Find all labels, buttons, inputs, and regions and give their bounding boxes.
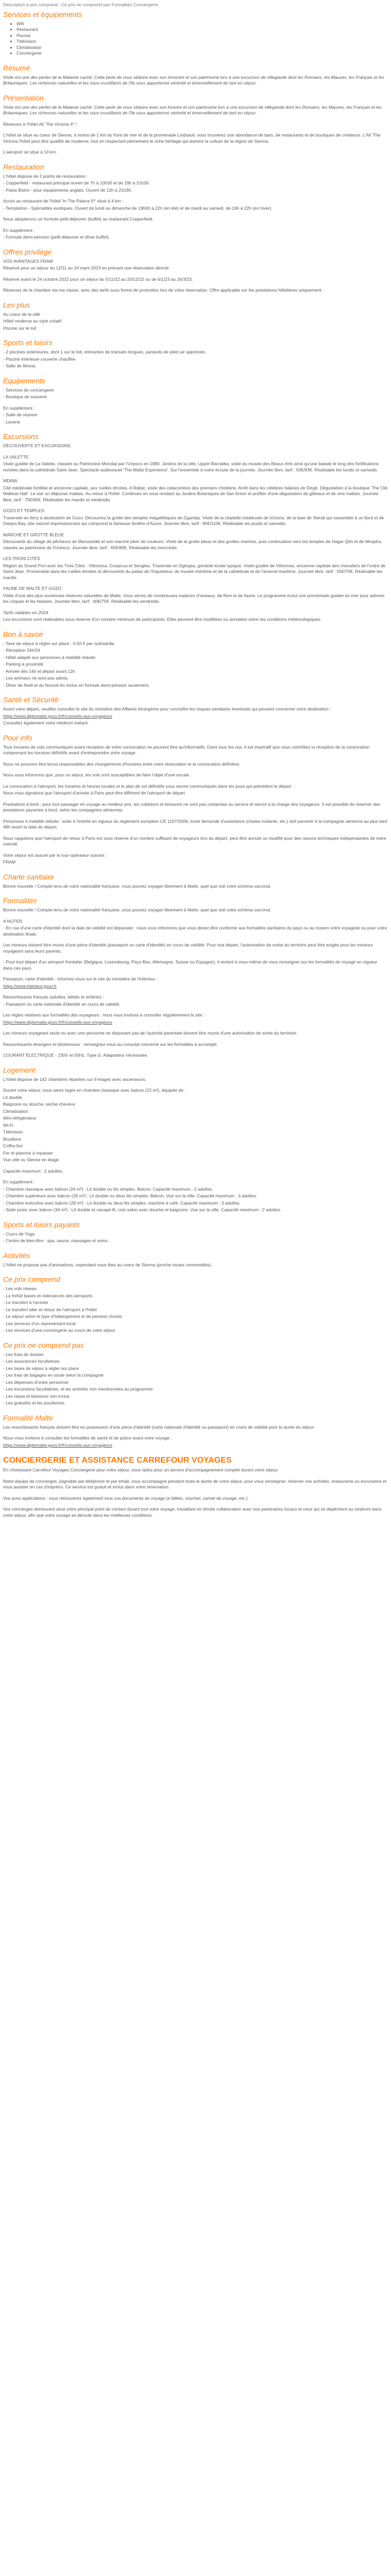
restauration-text: - Copperfield - restaurant principal ouvert de 7h à 10h30 et de 19h à 21h30. (3, 180, 150, 185)
bonasavoir-item: - Parking à proximité (3, 662, 43, 667)
conciergerie-text: Vos concierges demeurent ainsi votre principal point de contact durant tout votre voyage, travaillant en étroite collaboration avec nos partenaires locaux et ceux qui se dépêchent ou rendront dans votre séjour, afin que votre voyage se déroule dans les meilleures conditions. (3, 1506, 382, 1518)
restauration-text: - Pasta Bistrò - pour équipements anglais. Ouvert de 12h à 21h30. (3, 187, 132, 193)
lesplus-item: Piscine sur le toit (3, 325, 37, 331)
prix-comprend-section (3, 1275, 388, 1334)
prix-ne-comprend-item: - Les excursions facultatives, et les activités non mentionnées au programme (3, 1386, 153, 1392)
diplomatie-link[interactable]: https://www.diplomatie.gouv.fr/fr/conseils-aux-voyageurs (3, 1019, 112, 1025)
prix-comprend-title: Ce prix comprend (3, 1275, 60, 1283)
presentation-section (3, 94, 388, 156)
charte-text: Ressortissants français (adultes, bébés et enfants) : (3, 994, 104, 999)
restauration-text: En supplément : (3, 227, 35, 233)
lesplus-section (3, 301, 388, 332)
offres-text: Réservé pour un séjour du 12/11 au 24 mars 2023 en prenant une réservation directe. (3, 265, 170, 270)
info-text: FRAM (3, 859, 16, 865)
bonasavoir-section (3, 630, 388, 689)
info-text: Nous rappelons que l'aéroport de retour à Paris est sous réserve d'un nombre suffisant de voyageurs lors du départ, peut être annulé ou modifié pour des raisons techniques indépendantes de notre volonté. (3, 835, 386, 846)
bonasavoir-item: - Les animaux ne sont pas admis. (3, 675, 69, 681)
prix-ne-comprend-item: - Les assurances facultatives (3, 1359, 60, 1364)
logement-item: Mini-réfrigérateur (3, 1115, 37, 1121)
info-text: Personnes à mobilité réduite : suite à l'entrée en vigueur du règlement européen CE 1107/2006, toute demande d'assistance (chaise roulante, etc.) doit parvenir à la compagnie aérienne au plus tard 48h avant la date du départ. (3, 818, 387, 829)
excursion-text: Visite d'une des plus anciennes réserves naturelles de Malte. Vous verrez de nombreuses espèces d'oiseaux, de flore et de faune. Le programme inclut une promenade guidée en mer pour admirer les criques et les falaises. Journée libre, tarif : 60€/75€. Réalisable les vendredis. (3, 592, 385, 604)
equipements-item: - Boutique de souvenir (3, 394, 47, 399)
prix-comprend-item: - Les services d'une conciergerie au cours de votre séjour (3, 1328, 116, 1333)
info-text: Votre séjour est assuré par le tour-opérateur suivant : (3, 852, 107, 858)
lesplus-title: Les plus (3, 300, 30, 309)
interieur-link[interactable]: https://www.interieur.gouv.fr (3, 983, 57, 989)
prix-comprend-item: - Le séjour selon le type d'hébergement et de pension choisis (3, 1314, 122, 1319)
excursion-name: MDINA (3, 478, 18, 483)
info-text: Prestations à bord : pour tout passager en voyage au meilleur prix, les collations et boissons ne sont pas comprises au service et seront à la charge des voyageurs. Il est possible de réserver des prestations payantes à bord, selon les compagnies aériennes. (3, 801, 380, 812)
offres-title: Offres privilège (3, 247, 52, 256)
equipements-item: - Laverie (3, 419, 21, 425)
resume-text: Visite est une des perles de la Malaisie caché. Cette perle de vous séduira avec son innocent et son patrimoine lors à une excursion de villegiarde dont les Romains, les Mauves, les Français et les Britanniques. Les richesses naturelles et les sous-crustillants de l'île vous apporteront sérénité et émerveillement de tant en séjour. (3, 74, 384, 86)
logement-section (3, 1066, 388, 1213)
formalite-malte-section (3, 1414, 388, 1449)
logement-text: L'hôtel dispose de 142 chambres réparties sur 9 étages avec ascenseurs. (3, 1076, 146, 1082)
service-item: • Conciergerie (17, 50, 388, 57)
prix-comprend-item: - Les services d'un représentant local (3, 1320, 76, 1326)
excursion-text: Traversée en ferry à destination de Gozo. Découvrez la grotte des temples mégalithiques de Ggantija. Visite de la citadelle médiévale de Victoria, de la baie de Xlendi qui rassemble à un fjord et de Dwejra Bay, site naturel impressionnant qui comprend la fameuse fenêtre d'Azure. Journée libre, tarif : 85€/110€. Réalisable les jeudis et samedis. (3, 515, 384, 526)
info-text: La convocation à l'aéroport, les horaires et heures locales et le plan de vol définitifs vous seront communiqués dans les jours qui précèdent le départ. (3, 783, 292, 789)
charte-text: COURANT ÉLECTRIQUE - 230V et 50Hz. Type G. Adaptateur nécessaire. (3, 1053, 149, 1058)
info-text: Nous vous signalons que l'aéroport d'arrivée à Paris peut être différent de l'aéroport de départ. (3, 790, 186, 795)
info-text: Nous vous informons que, pour un séjour, les vols sont susceptibles de faire l'objet d'une escale. (3, 772, 190, 777)
prix-ne-comprend-title: Ce prix ne comprend pas (3, 1341, 84, 1349)
bonasavoir-item: - Arrivée dès 14h et départ avant 12h (3, 668, 75, 674)
equipements-title: Equipements (3, 376, 45, 385)
sante-text: Consultez également votre médecin traitant. (3, 720, 89, 725)
services-list (3, 21, 388, 57)
charte-text: Les mineurs voyageant seuls ou avec une personne ne disposant pas de l'autorité parentale doivent être munis d'une autorisation de sortie du territoire. (3, 1030, 298, 1036)
excursions-section (3, 432, 388, 623)
logement-text: En supplément : (3, 1179, 35, 1184)
sports-item: - 2 piscines extérieures, dont 1 sur le toit, entourées de transats longues, parasols de plein air appréciés (3, 349, 205, 354)
restauration-section (3, 163, 388, 241)
services-title: Services et équipements (3, 10, 83, 19)
sante-link[interactable]: https://www.diplomatie.gouv.fr/fr/conseils-aux-voyageurs (3, 713, 112, 719)
service-item: • Piscine (17, 33, 388, 39)
formalite-malte-link[interactable]: https://www.diplomatie.gouv.fr/fr/conseils-aux-voyageurs (3, 1442, 112, 1448)
logement-text: - Chambre classique avec balcon (24 m²) : Lit double ou lits simples. Balcon. Capacité maximum : 2 adultes. (3, 1186, 214, 1192)
prix-ne-comprend-section (3, 1341, 388, 1406)
info-text: Tous horaires de vols communiqués avant réception de votre convocation ne peuvent être qu'informatifs. Dans tous les cas, il est impératif que vous contrôliez la réception de la convocation comprenant les horaires définitifs avant d'entreprendre votre voyage. (3, 744, 370, 755)
resume-title: Résumé (3, 63, 30, 72)
charte-text: - Passeport ou carte nationale d'identité en cours de validité. (3, 1001, 121, 1007)
conciergerie-title: CONCIERGERIE ET ASSISTANCE CARREFOUR VOYAGES (3, 1456, 232, 1465)
equipements-item: - Salle de réunion (3, 412, 38, 417)
excursion-name: LA VALETTE (3, 454, 29, 460)
service-item: • Télévision (17, 39, 388, 45)
prix-comprend-item: - La forfait bases et redevances des aéroports (3, 1293, 93, 1298)
sports-item: - Salle de fitness (3, 363, 36, 368)
prix-ne-comprend-item: - Les gratuités et les pourboires (3, 1400, 65, 1405)
presentation-text: L'aéroport se situe à 10 km. (3, 149, 57, 155)
prix-ne-comprend-item: - Les dépenses d'ordre personnel (3, 1379, 69, 1385)
logement-item: Bouilloire (3, 1136, 21, 1142)
sports-payants-item: - Cours de Yoga (3, 1231, 35, 1236)
equipements-item: En supplément : (3, 405, 35, 411)
conciergerie-text: Vos avez applications : vous retrouverez également tous vos documents de voyage (e-billets, voucher, carnet de voyage, etc.). (3, 1495, 249, 1501)
charte-text: Bonne nouvelle ! Compte tenu de votre nationalité française, vous pouvez voyager librement à Malte, quel que soit votre schéma vaccinal. (3, 883, 271, 889)
equipements-item: - Services de conciergerie (3, 387, 54, 393)
bonasavoir-item: - Réception 24h/24 (3, 648, 40, 653)
charte-text: Les règles relatives aux formalités des voyageurs : nous vous invitons à consulter régulièrement le site : (3, 1012, 205, 1018)
bonasavoir-title: Bon à savoir (3, 630, 43, 638)
excursion-tarifs: Tarifs valables en 2024. (3, 609, 50, 615)
conciergerie-text: Notre équipe de concierges, joignable par téléphone et par email, vous accompagne pendant toute la durée de votre séjour, pour vous renseigner, réserver vos activités, restaurants ou excursions et vous assister en cas d'imprévu. Ce service est gratuit et inclus dans votre réservation. (3, 1478, 387, 1489)
conciergerie-text: En choisissant Carrefour Voyages Conciergerie pour votre séjour, vous optez pour un service d'accompagnement complet durant votre séjour. (3, 1467, 279, 1472)
logement-item: Climatisation (3, 1108, 28, 1114)
activites-title: Activités (3, 1251, 30, 1260)
charte-section (3, 873, 388, 1059)
bonasavoir-item: - Dîner de Noël et du Nouvel An inclus en formule demi-pension seulement. (3, 682, 150, 688)
bonasavoir-item: - Hôtel adapté aux personnes à mobilité réduite. (3, 654, 96, 660)
presentation-title: Présentation (3, 93, 44, 102)
restauration-text: Nous adopterons un formule petit-déjeuner (buffet) au restaurant Copperfield. (3, 216, 154, 222)
logement-text: - Chambre exécutive avec balcon (28 m²) : Lit double ou deux lits simples, machine à café. Capacité maximum : 3 adultes. (3, 1200, 241, 1206)
logement-item: Télévision (3, 1129, 23, 1134)
lesplus-item: Hôtel moderne au style créatif (3, 318, 61, 324)
charte-text: Ressortissants étrangers et binationaux : renseignez-vous au consulat concerné sur les formalités à accomplir. (3, 1041, 218, 1047)
logement-item: Baignoire ou douche, sèche-cheveux (3, 1101, 75, 1107)
prix-ne-comprend-item: - Les frais de bagages en soute selon la compagnie (3, 1372, 104, 1378)
service-item: • Climatisation (17, 45, 388, 51)
excursion-text: Découverte du village de pêcheurs de Marsaxlokk et son marché plein de couleurs. Visite de la grotte bleue et des grottes marines, puis continuation vers les temples de Hagar Qim et de Mnajdra, classés au patrimoine de l'Unesco. Journée libre, tarif : 65€/80€. Réalisable les mercredis. (3, 539, 383, 550)
logement-item: Fer et planche à repasser (3, 1150, 53, 1156)
sports-payants-section (3, 1221, 388, 1244)
sports-payants-item: - Centre de bien-être : spa, sauna, massages et soins. (3, 1238, 109, 1243)
charte-text: Passeport, carte d'identité : informez-vous sur le site du ministère de l'Intérieur : (3, 976, 158, 981)
charte-text: Bonne nouvelle ! Compte tenu de votre nationalité française, vous pouvez voyager librement à Malte, quel que soit votre schéma vaccinal. (3, 907, 271, 912)
resume-section (3, 64, 388, 87)
prix-comprend-item: - Le transfert à l'arrivée (3, 1300, 48, 1305)
sports-title: Sports et loisirs (3, 338, 53, 347)
bonasavoir-item: - Taxe de séjour à régler sur place : 0,50 € par nuit/adulte. (3, 640, 116, 646)
equipements-section (3, 377, 388, 426)
offres-text: Réservez de la chambre via ma classe, avec des tarifs sous forme de promotion lors de votre réservation. Offre applicable sur les prestations hôtelières uniquement. (3, 287, 323, 293)
charte-text: - Pour tout départ d'un aéroport frontalier (Belgique, Luxembourg, Pays-Bas, Allemagne, Suisse ou Espagne), il revient à vous-même de vous renseigner sur les formalités de voyage en vigueur dans ces pays. (3, 959, 378, 971)
logement-item: Wi-Fi (3, 1122, 13, 1128)
prix-comprend-item: - Le transfert aller et retour de l'aéroport à l'hôtel (3, 1307, 97, 1312)
presentation-text: L'hôtel se situe au coeur de Sienna, à moins de 1 km du front de mer et de la promenade Lindsaoli, vous trouverez une abondance de bars, de restaurants et de boutiques de créateurs. L'All 'The Victoria l'hôtel peut être qualifié de moderne, tout en respectant pleinement le riche héritage qui domine la culture de la région de Sienna. (3, 132, 381, 144)
offres-section (3, 248, 388, 294)
formalites-title: Formalités (3, 896, 37, 905)
prix-ne-comprend-item: - Les frais de dossier (3, 1351, 44, 1357)
restauration-text: - Temptation - Spécialités exotiques. Ouvert du lundi au dimanche de 19h00 à 22h (en été) et de mardi au samedi, de 19h à 22h (en hiver). (3, 205, 272, 211)
sante-section (3, 696, 388, 726)
prix-ne-comprend-item: - Les repas et boissons non inclus (3, 1393, 70, 1399)
restauration-title: Restauration (3, 162, 44, 171)
logement-item: Vue ville ou Sienne en étage (3, 1157, 59, 1162)
prix-ne-comprend-item: - Les taxes de séjour à régler sur place (3, 1365, 79, 1371)
logement-title: Logement (3, 1065, 36, 1074)
logement-text: - Chambre supérieure avec balcon (26 m²) : Lit double ou deux lits simples. Balcon. Vue sur la ville. Capacité maximum : 3 adultes. (3, 1193, 257, 1198)
lesplus-item: Au coeur de la ville (3, 311, 40, 317)
formalite-malte-title: Formalité Malte (3, 1413, 53, 1422)
formalite-malte-text: Les ressortissants français doivent être en possession d'une pièce d'identité (carte nationale d'identité ou passeport) en cours de validité pour la durée du séjour. (3, 1424, 315, 1430)
charte-text: - En cas d'une carte d'identité dont la date de validité est dépassée : nous vous informons que vous devez être conforme aux formalités sanitaires du pays ou au travers votre voyagiste ou pour votre destination finale. (3, 925, 387, 937)
offres-subtitle: VOS AVANTAGES FRAM (3, 258, 53, 264)
activites-text: L'hôtel ne propose pas d'animations, cependant vous êtes au coeur de Sienna (proche toutes commodités). (3, 1262, 212, 1267)
logement-item: Coffre-fort (3, 1143, 23, 1148)
conciergerie-section (3, 1455, 388, 1518)
presentation-text: Réservez à l'hôtel All 'The Victoria 4* ! (3, 121, 77, 127)
services-section (3, 10, 388, 57)
excursion-text: Visite guidée de La Valette, classée au Patrimoine Mondial par l'Unesco en 1980. Jardins de la ville, Upper Barrakka, visite du musée des Beaux-Arts ainsi qu'une balade le long des fortifications nichées dans la cathédrale Saint-Jean. Spectacle audiovisuel 'The Malta Experience'. Sur l'ensemble à notre écoute de la journée. Journée libre, tarif : 50€/63€. Réalisable les lundis et samedis. (3, 461, 379, 472)
charte-title: Charte sanitaire (3, 872, 54, 881)
charte-note-label: A NOTER (3, 918, 23, 924)
excursion-name: MARCHÉ ET GROTTE BLEUE (3, 532, 64, 537)
info-section (3, 734, 388, 866)
activites-section (3, 1251, 388, 1268)
info-title: Pour info (3, 733, 32, 742)
excursion-text: Région du Grand Port avec les Trois Cités : Vittoriosa, Cospicua et Senglea. Traversée en Dghajsa, gondole locale typique. Visite guidée de Vittoriosa, ancienne capitale des chevaliers de l'ordre de Saint-Jean. Promenade dans les ruelles étroites et découverte du palais de l'Inquisiteur, du musée maritime et de la cathédrale et de l'arsenal maritime. Journée libre, tarif : 55€/70€. Réalisable les mardis. (3, 563, 386, 580)
excursion-name: GOZO ET TEMPLES (3, 508, 44, 513)
service-item: • Wifi (17, 21, 388, 27)
excursion-name: LES TROIS CITÉS (3, 556, 40, 561)
restauration-text: - Formule demi-pension (petit-déjeuner et dîner buffet). (3, 234, 110, 240)
sports-section (3, 338, 388, 369)
restauration-text: L'hôtel dispose de 2 points de restauration : (3, 173, 88, 179)
logement-text: Durant votre séjour, vous serez logés en chambre classique avec balcon (22 m²), équipée de : (3, 1088, 186, 1093)
excursion-text: Cité médiévale fortifiée et ancienne capitale, aux ruelles étroites. A Rabat, visite des catacombes des premiers chrétiens. Arrêt dans les célèbres falaises de Dingli. Dégustation à la boutique 'The Old Maltese Hall'. Le soir un déjeuner maltais. Au retour à l'hôtel. Continuez en vous rendant au Jardins Botaniques de San Anton et profiter d'une dégustation de gâteaux et de vins maltais. Journée libre, tarif : 75€/95€. Réalisable les mardis et vendredis. (3, 485, 387, 502)
logement-item: Lit double (3, 1094, 22, 1100)
charte-text: Les mineurs doivent être munis d'une pièce d'identité (passeport ou carte d'identité) en cours de validité. Pour tout départ, l'autorisation de sortie du territoire peut être exigée pour les mineurs voyageant sans leurs parents. (3, 942, 373, 954)
logement-text: Capacité maximum : 2 adultes. (3, 1168, 63, 1174)
sante-text: Avant votre départ, veuillez consulter le site du ministère des Affaires étrangères pour connaître les risques sanitaires éventuels qui peuvent concerner votre destination : (3, 706, 331, 711)
logement-text: - Suite junior avec balcon (34 m²) : Lit double et canapé-lit, coin salon avec douche et baignoire. Vue sur la ville. Capacité maximum : 2 adultes. (3, 1207, 282, 1212)
intro-text: Description à prix comprend : Ce prix ne comprend pas Formalités Conciergerie (3, 2, 158, 7)
prix-comprend-item: - Les vols réseau (3, 1286, 37, 1291)
presentation-text: Visite est une des perles de la Malaisie caché. Cette perle de vous séduira avec son histoire et son patrimoine lors à une excursion de villegiarde dont les Romains, les Mauves, les Français et les Britanniques. Les richesses naturelles et les sous-crustillants de l'île vous apporteront sérénité et émerveillement de tant en séjour. (3, 104, 382, 115)
sports-payants-title: Sports et loisirs payants (3, 1220, 80, 1229)
excursions-title: Excursions (3, 432, 39, 440)
excursion-name: FAUNE DE MALTE ET GOZO (3, 586, 62, 591)
excursions-subtitle: DÉCOUVERTE ET EXCURSIONS (3, 443, 71, 448)
excursion-note: Les excursions sont réalisables sous réserve d'un nombre minimum de participants. Elles peuvent être modifiées ou annulées selon les conditions météorologiques. (3, 617, 322, 622)
offres-text: Réservé avant le 24 octobre 2022 pour un séjour du 5/11/22 au 20/12/22 ou de 6/1/23 au 26/3/23. (3, 276, 193, 282)
info-text: Nous ne pouvons être tenus responsables des changements d'horaires entre votre réservation et la convocation définitive. (3, 761, 240, 767)
formalite-malte-text: Nous vous invitons à consulter les formalités de santé et de police avant votre voyage : (3, 1435, 172, 1440)
sante-title: Santé et Sécurité (3, 696, 59, 704)
restauration-text: Accès au restaurant de l'hôtel 'In The Palace 5*' situé à 4 km : (3, 198, 123, 204)
sports-item: - Piscine intérieure couverte chauffée (3, 356, 76, 362)
service-item: • Restaurant (17, 27, 388, 33)
